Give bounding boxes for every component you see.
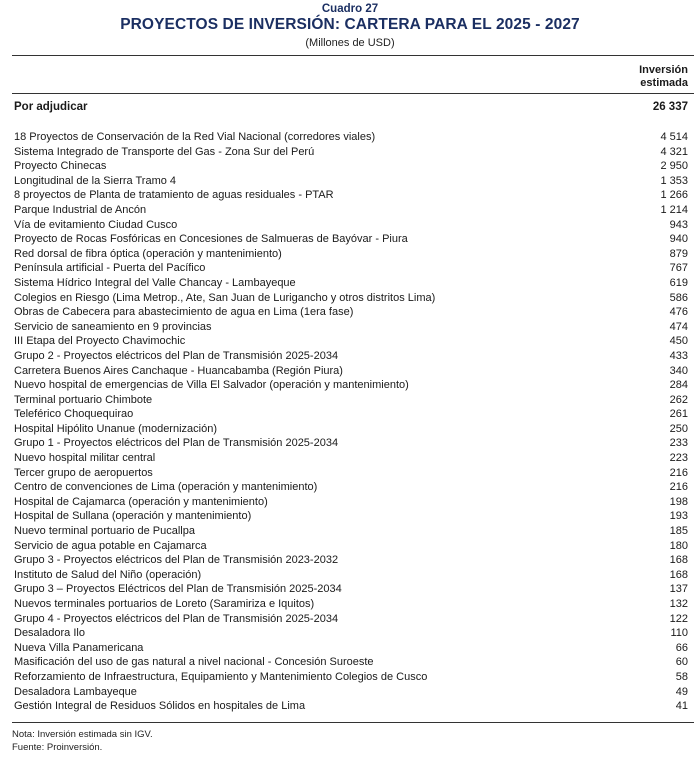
project-name: III Etapa del Proyecto Chavimochic [14, 335, 186, 348]
table-row [12, 685, 694, 700]
table-row [12, 203, 694, 218]
table-row [12, 480, 694, 495]
project-investment: 476 [669, 306, 688, 319]
project-investment: 216 [669, 481, 688, 494]
project-name: Masificación del uso de gas natural a nivel nacional - Concesión Suroeste [14, 656, 374, 669]
table-row [12, 655, 694, 670]
table-row [12, 612, 694, 627]
project-name: Colegios en Riesgo (Lima Metrop., Ate, San Juan de Lurigancho y otros distritos Lima) [14, 291, 436, 304]
project-investment: 586 [669, 291, 688, 304]
project-investment: 619 [669, 276, 688, 289]
table-row [12, 436, 694, 451]
project-investment: 284 [669, 379, 688, 392]
table-row [12, 393, 694, 408]
project-investment: 58 [675, 670, 688, 683]
table-row [12, 247, 694, 262]
project-name: 8 proyectos de Planta de tratamiento de aguas residuales - PTAR [14, 189, 334, 202]
project-name: Desaladora Lambayeque [14, 685, 137, 698]
project-investment: 2 950 [660, 160, 688, 173]
project-investment: 216 [669, 466, 688, 479]
project-investment: 137 [669, 583, 688, 596]
project-investment: 474 [669, 320, 688, 333]
bottom-rule [12, 722, 694, 723]
table-row [12, 699, 694, 714]
project-name: Península artificial - Puerta del Pacífico [14, 262, 206, 275]
project-name: Hospital de Sullana (operación y mantenimiento) [14, 510, 252, 523]
project-investment: 1 266 [660, 189, 688, 202]
project-investment: 180 [669, 539, 688, 552]
project-name: Centro de convenciones de Lima (operación y mantenimiento) [14, 481, 318, 494]
table-row [12, 305, 694, 320]
table-row [12, 174, 694, 189]
table-row [12, 188, 694, 203]
table-row [12, 334, 694, 349]
table-row [12, 553, 694, 568]
project-name: Carretera Buenos Aires Canchaque - Huancabamba (Región Piura) [14, 364, 343, 377]
project-name: Servicio de agua potable en Cajamarca [14, 539, 207, 552]
table-row [12, 582, 694, 597]
project-investment: 879 [669, 247, 688, 260]
project-name: Proyecto de Rocas Fosfóricas en Concesiones de Salmueras de Bayóvar - Piura [14, 233, 408, 246]
project-name: Teleférico Choquequirao [14, 408, 134, 421]
project-list [12, 130, 694, 714]
project-name: Vía de evitamiento Ciudad Cusco [14, 218, 178, 231]
project-investment: 233 [669, 437, 688, 450]
project-name: Nuevo terminal portuario de Pucallpa [14, 525, 195, 538]
project-investment: 185 [669, 525, 688, 538]
project-name: Reforzamiento de Infraestructura, Equipamiento y Mantenimiento Colegios de Cusco [14, 670, 428, 683]
project-name: 18 Proyectos de Conservación de la Red Vial Nacional (corredores viales) [14, 131, 376, 143]
table-row [12, 378, 694, 393]
column-header [568, 64, 688, 90]
table-row [12, 291, 694, 306]
table-row [12, 495, 694, 510]
section-label: Por adjudicar [14, 101, 88, 113]
table-row [12, 466, 694, 481]
project-name: Hospital de Cajamarca (operación y mantenimiento) [14, 495, 268, 508]
project-investment: 66 [675, 641, 688, 654]
project-name: Sistema Hídrico Integral del Valle Chancay - Lambayeque [14, 276, 296, 289]
project-name: Nuevos terminales portuarios de Loreto (Saramiriza e Iquitos) [14, 598, 315, 610]
project-investment: 433 [669, 349, 688, 362]
table-row [12, 451, 694, 466]
column-header-line2: estimada [640, 77, 688, 89]
table-row [12, 218, 694, 233]
project-investment: 4 514 [660, 131, 688, 143]
project-name: Instituto de Salud del Niño (operación) [14, 568, 202, 581]
table-row [12, 626, 694, 641]
section-total: 26 337 [652, 101, 688, 113]
table-row [12, 159, 694, 174]
project-name: Tercer grupo de aeropuertos [14, 466, 153, 479]
header-rule [12, 93, 694, 94]
project-investment: 1 214 [660, 203, 688, 216]
project-investment: 110 [670, 627, 688, 640]
table-row [12, 509, 694, 524]
project-investment: 193 [669, 510, 688, 523]
project-name: Longitudinal de la Sierra Tramo 4 [14, 174, 177, 187]
project-investment: 450 [669, 335, 688, 348]
project-name: Proyecto Chinecas [14, 160, 107, 173]
project-investment: 132 [669, 598, 688, 610]
project-name: Red dorsal de fibra óptica (operación y mantenimiento) [14, 247, 282, 260]
table-row [12, 524, 694, 539]
project-name: Servicio de saneamiento en 9 provincias [14, 320, 212, 333]
table-row [12, 568, 694, 583]
project-name: Grupo 4 - Proyectos eléctricos del Plan de Transmisión 2025-2034 [14, 612, 339, 625]
project-name: Grupo 3 – Proyectos Eléctricos del Plan de Transmisión 2025-2034 [14, 583, 342, 596]
project-investment: 940 [669, 233, 688, 246]
project-name: Grupo 3 - Proyectos eléctricos del Plan de Transmisión 2023-2032 [14, 554, 339, 567]
table-row [12, 641, 694, 656]
footnote: Nota: Inversión estimada sin IGV. [12, 729, 153, 740]
project-investment: 340 [669, 364, 688, 377]
project-name: Nuevo hospital militar central [14, 452, 156, 465]
project-investment: 168 [669, 554, 688, 567]
section-row [12, 101, 694, 117]
table-row [12, 232, 694, 247]
project-name: Nueva Villa Panamericana [14, 641, 144, 654]
project-name: Grupo 2 - Proyectos eléctricos del Plan de Transmisión 2025-2034 [14, 349, 339, 362]
project-name: Grupo 1 - Proyectos eléctricos del Plan de Transmisión 2025-2034 [14, 437, 339, 450]
project-investment: 60 [675, 656, 688, 669]
project-name: Nuevo hospital de emergencias de Villa El Salvador (operación y mantenimiento) [14, 379, 409, 392]
project-investment: 41 [675, 700, 688, 713]
table-row [12, 349, 694, 364]
project-investment: 1 353 [660, 174, 688, 187]
project-name: Parque Industrial de Ancón [14, 203, 147, 216]
project-name: Sistema Integrado de Transporte del Gas - Zona Sur del Perú [14, 145, 315, 158]
project-investment: 262 [669, 393, 688, 406]
project-investment: 49 [675, 685, 688, 698]
table-number: Cuadro 27 [321, 3, 379, 15]
project-investment: 943 [669, 218, 688, 231]
table-row [12, 130, 694, 145]
table-row [12, 261, 694, 276]
table-row [12, 539, 694, 554]
project-name: Gestión Integral de Residuos Sólidos en hospitales de Lima [14, 700, 306, 713]
page-title: PROYECTOS DE INVERSIÓN: CARTERA PARA EL 2025 - 2027 [120, 16, 580, 33]
table-row [12, 320, 694, 335]
table-row [12, 422, 694, 437]
project-name: Desaladora Ilo [14, 627, 85, 640]
project-investment: 168 [669, 568, 688, 581]
project-investment: 261 [669, 408, 688, 421]
top-rule [12, 55, 694, 56]
table-row [12, 364, 694, 379]
project-investment: 223 [669, 452, 688, 465]
table-row [12, 145, 694, 160]
project-name: Hospital Hipólito Unanue (modernización) [14, 422, 217, 435]
table-row [12, 407, 694, 422]
units-subtitle: (Millones de USD) [305, 37, 395, 49]
project-investment: 250 [669, 422, 688, 435]
project-investment: 4 321 [660, 145, 688, 158]
project-name: Terminal portuario Chimbote [14, 393, 153, 406]
table-row [12, 276, 694, 291]
project-name: Obras de Cabecera para abastecimiento de agua en Lima (1era fase) [14, 306, 354, 319]
project-investment: 122 [669, 612, 688, 625]
table-row [12, 597, 694, 612]
source-note: Fuente: Proinversión. [12, 742, 103, 753]
project-investment: 767 [669, 262, 688, 275]
column-header-line1: Inversión [639, 64, 688, 76]
project-investment: 198 [669, 495, 688, 508]
table-row [12, 670, 694, 685]
